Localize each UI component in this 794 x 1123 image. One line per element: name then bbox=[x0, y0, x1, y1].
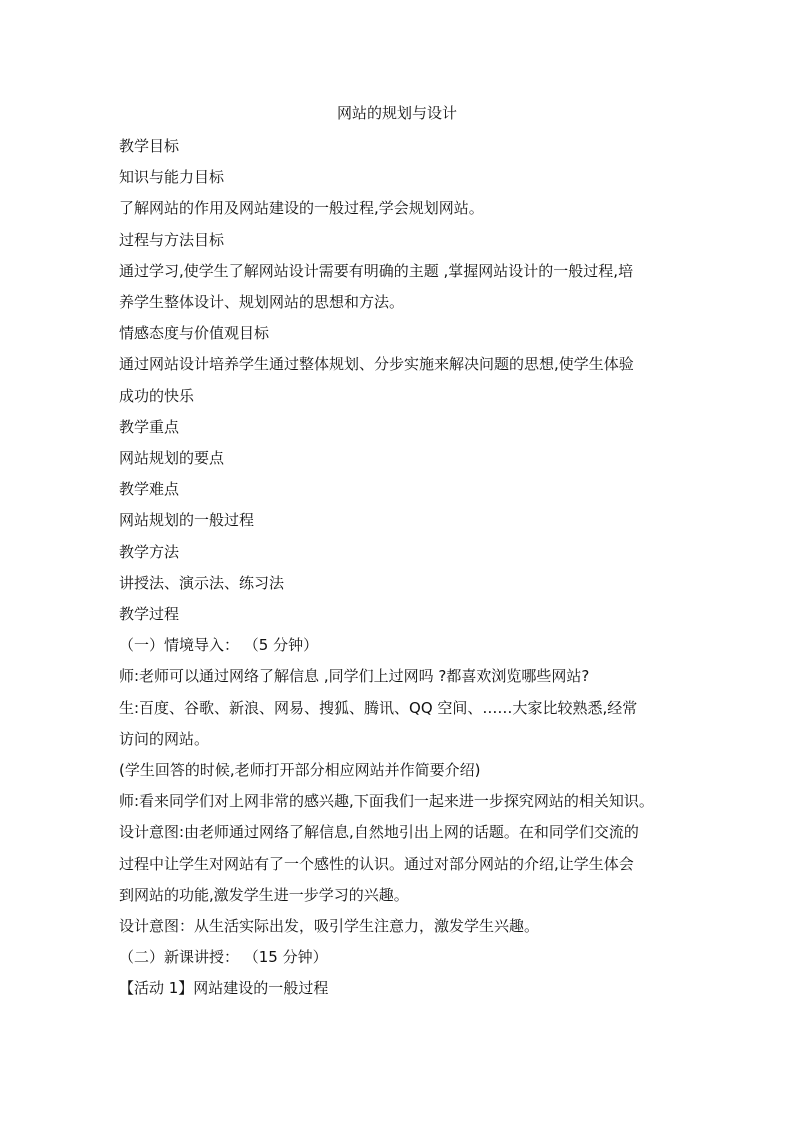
paragraph-line: (学生回答的时候,老师打开部分相应网站并作简要介绍) bbox=[119, 761, 481, 780]
subheading-emotion-values: 情感态度与价值观目标 bbox=[119, 324, 270, 343]
paragraph-line: 通过学习,使学生了解网站设计需要有明确的主题 ,掌握网站设计的一般过程,培 bbox=[119, 261, 634, 280]
paragraph-line: 设计意图:由老师通过网络了解信息,自然地引出上网的话题。在和同学们交流的 bbox=[119, 823, 639, 842]
paragraph-line: 过程中让学生对网站有了一个感性的认识。通过对部分网站的介绍,让学生体会 bbox=[119, 854, 634, 873]
paragraph-line: 设计意图：从生活实际出发，吸引学生注意力，激发学生兴趣。 bbox=[119, 917, 540, 936]
paragraph-line: 了解网站的作用及网站建设的一般过程,学会规划网站。 bbox=[119, 199, 484, 218]
paragraph-line: 养学生整体设计、规划网站的思想和方法。 bbox=[119, 293, 405, 312]
heading-teaching-goals: 教学目标 bbox=[119, 137, 180, 155]
paragraph-line: 成功的快乐 bbox=[119, 386, 195, 405]
section-intro-scenario: （一）情境导入： （5 分钟） bbox=[119, 636, 319, 655]
paragraph-line: 师:看来同学们对上网非常的感兴趣,下面我们一起来进一步探究网站的相关知识。 bbox=[119, 792, 654, 811]
heading-teaching-process: 教学过程 bbox=[119, 605, 180, 624]
paragraph-line: 通过网站设计培养学生通过整体规划、分步实施来解决问题的思想,使学生体验 bbox=[119, 355, 634, 374]
paragraph-line: 生:百度、谷歌、新浪、网易、搜狐、腾讯、QQ 空间、……大家比较熟悉,经常 bbox=[119, 698, 638, 717]
paragraph-line: 师:老师可以通过网络了解信息 ,同学们上过网吗 ?都喜欢浏览哪些网站? bbox=[119, 667, 590, 686]
document-body bbox=[119, 131, 679, 1005]
paragraph-line: 到网站的功能,激发学生进一步学习的兴趣。 bbox=[119, 885, 409, 904]
activity-heading: 【活动 1】网站建设的一般过程 bbox=[119, 979, 329, 998]
subheading-knowledge-ability: 知识与能力目标 bbox=[119, 168, 225, 187]
section-new-lesson: （二）新课讲授： （15 分钟） bbox=[119, 948, 328, 967]
heading-difficulties: 教学难点 bbox=[119, 480, 180, 499]
paragraph-line: 访问的网站。 bbox=[119, 729, 210, 748]
heading-teaching-methods: 教学方法 bbox=[119, 542, 180, 561]
paragraph-line: 讲授法、演示法、练习法 bbox=[119, 573, 285, 592]
subheading-process-method: 过程与方法目标 bbox=[119, 230, 225, 249]
paragraph-line: 网站规划的一般过程 bbox=[119, 511, 255, 530]
paragraph-line: 网站规划的要点 bbox=[119, 449, 225, 468]
document-title: 网站的规划与设计 bbox=[336, 104, 457, 122]
heading-key-points: 教学重点 bbox=[119, 417, 180, 436]
